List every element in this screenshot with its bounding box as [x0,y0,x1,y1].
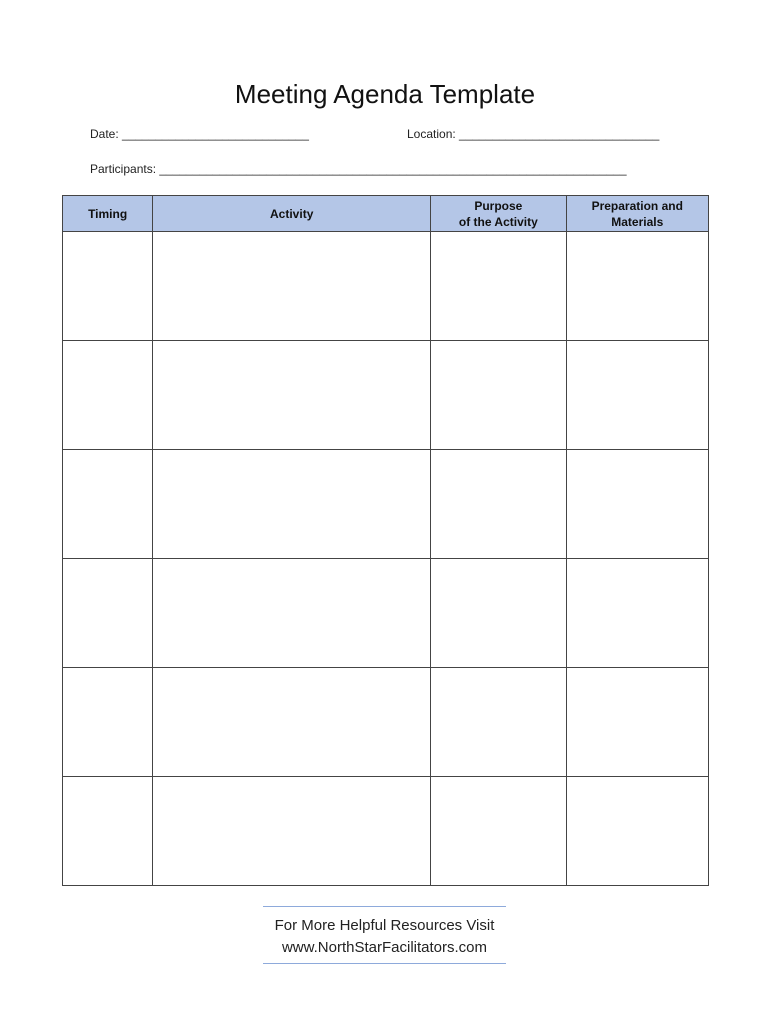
timing-cell[interactable] [63,450,153,559]
preparation-cell[interactable] [566,777,708,886]
purpose-cell[interactable] [431,777,566,886]
purpose-cell[interactable] [431,341,566,450]
header-preparation: Preparation and Materials [566,196,708,232]
page-title: Meeting Agenda Template [234,79,536,109]
location-field: Location: ______________________________ [407,127,660,141]
activity-cell[interactable] [153,559,431,668]
table-row [63,232,709,341]
preparation-cell[interactable] [566,341,708,450]
preparation-cell[interactable] [566,559,708,668]
purpose-cell[interactable] [431,450,566,559]
footer-line: For More Helpful Resources Visit [274,917,495,934]
activity-cell[interactable] [153,450,431,559]
participants-field: Participants: ______________________________________________________________________ [90,162,627,176]
table-row [63,450,709,559]
purpose-cell[interactable] [431,668,566,777]
agenda-table [62,195,709,886]
footer-resources [263,906,506,964]
table-row [63,341,709,450]
timing-cell[interactable] [63,232,153,341]
activity-cell[interactable] [153,668,431,777]
timing-cell[interactable] [63,341,153,450]
preparation-cell[interactable] [566,232,708,341]
purpose-cell[interactable] [431,232,566,341]
timing-cell[interactable] [63,559,153,668]
activity-cell[interactable] [153,232,431,341]
footer-website-link[interactable]: www.NorthStarFacilitators.com [281,939,488,956]
agenda-body [63,232,709,886]
table-row [63,559,709,668]
date-field: Date: ____________________________ [90,127,309,141]
header-timing: Timing [63,196,153,232]
table-row [63,777,709,886]
table-header-row [63,196,709,232]
table-row [63,668,709,777]
activity-cell[interactable] [153,341,431,450]
timing-cell[interactable] [63,668,153,777]
header-activity: Activity [153,196,431,232]
preparation-cell[interactable] [566,668,708,777]
header-purpose: Purpose of the Activity [431,196,566,232]
purpose-cell[interactable] [431,559,566,668]
preparation-cell[interactable] [566,450,708,559]
timing-cell[interactable] [63,777,153,886]
activity-cell[interactable] [153,777,431,886]
